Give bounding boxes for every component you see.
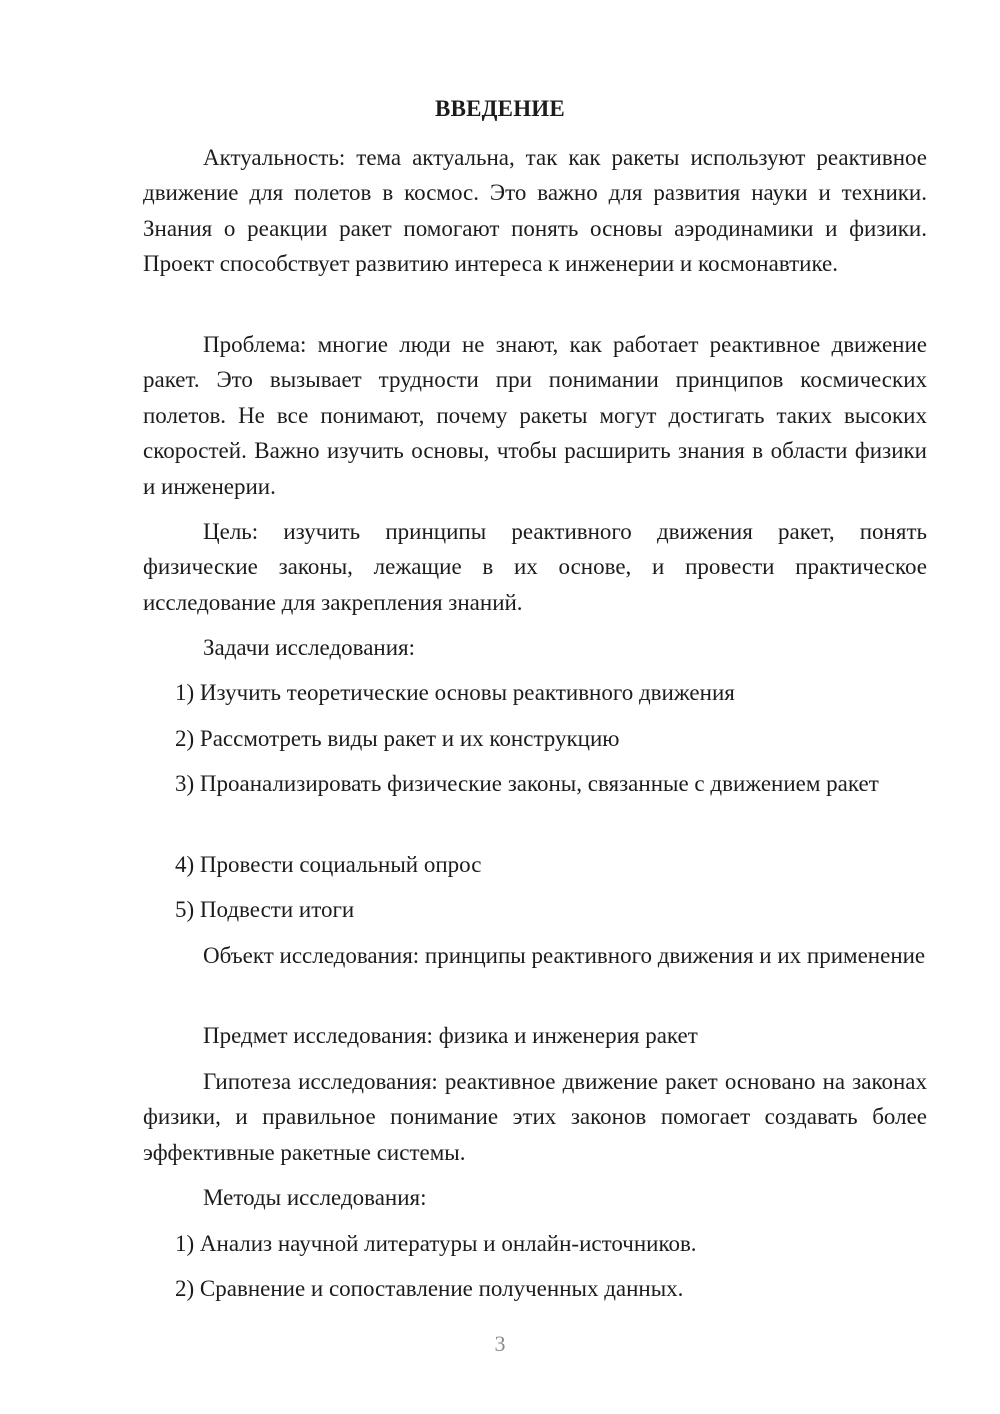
hypothesis-paragraph: Гипотеза исследования: реактивное движение ракет основано на законах физики, и правильное понимание этих законов помогает создавать более эффективные ракетные системы. — [143, 1069, 927, 1165]
task-item: 3) Проанализировать физические законы, связанные с движением ракет — [175, 771, 879, 796]
object-paragraph: Объект исследования: принципы реактивного движения и их применение — [203, 943, 926, 968]
page-number: 3 — [494, 1331, 506, 1356]
task-item: 1) Изучить теоретические основы реактивного движения — [175, 680, 735, 705]
subject-paragraph: Предмет исследования: физика и инженерия ракет — [203, 1023, 698, 1048]
task-item: 4) Провести социальный опрос — [175, 852, 482, 877]
methods-heading: Методы исследования: — [203, 1185, 427, 1210]
task-item: 5) Подвести итоги — [175, 897, 355, 922]
section-title: ВВЕДЕНИЕ — [435, 96, 565, 121]
method-item: 2) Сравнение и сопоставление полученных данных. — [175, 1276, 684, 1301]
tasks-heading: Задачи исследования: — [203, 635, 416, 660]
method-item: 1) Анализ научной литературы и онлайн-источников. — [175, 1231, 697, 1256]
problem-paragraph: Проблема: многие люди не знают, как работает реактивное движение ракет. Это вызывает трудности при понимании принципов космических полетов. Не все понимают, почему ракеты могут достигать таких высоких скоростей. Важно изучить основы, чтобы расширить знания в области физики и инженерии. — [143, 332, 927, 499]
relevance-paragraph: Актуальность: тема актуальна, так как ракеты используют реактивное движение для полетов в космос. Это важно для развития науки и техники. Знания о реакции ракет помогают понять основы аэродинамики и физики. Проект способствует развитию интереса к инженерии и космонавтике. — [143, 145, 927, 277]
goal-paragraph: Цель: изучить принципы реактивного движения ракет, понять физические законы, лежащие в их основе, и провести практическое исследование для закрепления знаний. — [143, 519, 927, 615]
task-item: 2) Рассмотреть виды ракет и их конструкцию — [175, 726, 620, 751]
